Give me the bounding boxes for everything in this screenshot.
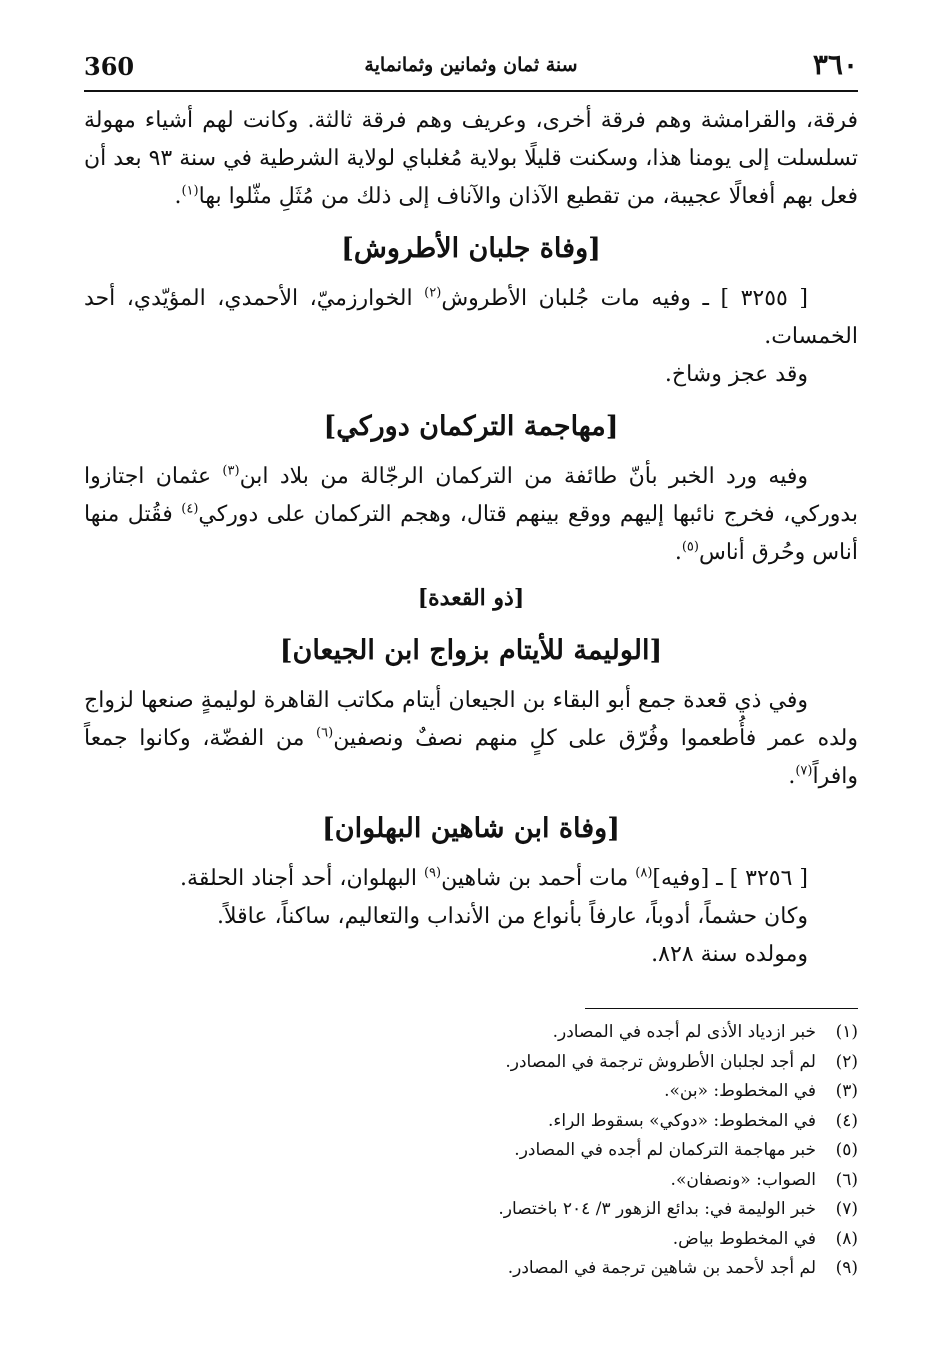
footnote-ref: (٨) [635, 865, 653, 881]
section-heading-jalban-death: [وفاة جلبان الأطروش] [341, 233, 601, 264]
paragraph-feast: وفي ذي قعدة جمع أبو البقاء بن الجيعان أيتام مكاتب القاهرة لوليمةٍ صنعها لزواج ولده عمر فأُطعموا وفُرّق على كلٍ منهم نصفٌ ونصفين$^{(٦)}$ من الفضّة، وكانوا جمعاً وافراً$^{(٧)}$. [84, 688, 858, 789]
footnote-divider [585, 1008, 858, 1009]
footnote-ref: (٩) [423, 865, 442, 881]
footnote-ref: (٤) [181, 501, 199, 517]
footnote-ref: (٧) [795, 763, 813, 779]
footnote-ref: (١) [181, 183, 199, 199]
footnote: (٧) خبر الوليمة في: بدائع الزهور ٣/ ٢٠٤ باختصار. [498, 1199, 858, 1219]
page-number-arabic: ٣٦٠ [812, 48, 858, 81]
footnote: (٨) في المخطوط بياض. [672, 1228, 858, 1249]
footnote-ref: (٢) [424, 285, 442, 301]
section-heading-ibn-shahin-death: [وفاة ابن شاهين البهلوان] [322, 813, 620, 844]
footnotes [84, 1018, 858, 1284]
running-title: سنة ثمان وثمانين وثمانماية [364, 54, 578, 76]
footnote: (٥) خبر مهاجمة التركمان لم أجده في المصادر. [514, 1140, 858, 1160]
biography-entry-line: وكان حشماً، أدوباً، عارفاً بأنواع من الأنداب والتعاليم، ساكناً، عاقلاً. [216, 904, 808, 929]
footnote: (٤) في المخطوط: «دوكي» بسقوط الراء. [547, 1110, 858, 1131]
paragraph-turkmen: وفيه ورد الخبر بأنّ طائفة من التركمان الرجّالة من بلاد ابن$^{(٣)}$ عثمان اجتازوا بدوركي، فخرج نائبها إليهم ووقع بينهم قتال، وهجم التركمان على دوركي$^{(٤)}$ فقُتل منها أناس وحُرق أناس$^{(٥)}$. [84, 463, 859, 565]
biography-entry-3256: [ ٣٢٥٦ ] ـ [وفيه]$^{(٨)}$ مات أحمد بن شاهين$^{(٩)}$ البهلوان، أحد أجناد الحلقة. [180, 865, 808, 891]
main-text [84, 102, 858, 974]
section-heading-orphans-feast: [الوليمة للأيتام بزواج ابن الجيعان] [279, 635, 663, 666]
footnote: (٢) لم أجد لجلبان الأطروش ترجمة في المصادر. [505, 1051, 858, 1072]
footnote-ref: (٣) [222, 463, 240, 479]
paragraph-continuation: فرقة، والقرامشة وهم فرقة أخرى، وعريف وهم فرقة ثالثة. وكانت لهم أشياء مهولة تسلسلت إلى يومنا هذا، وسكنت قليلًا بولاية مُغلباي لولاية الشرطية في سنة ٩٣ بعد أن فعل بهم أفعالًا عجيبة، من تقطيع الآذان والآناف إلى ذلك من مُثَلِ مثّلوا بها$^{(١)}$. [84, 108, 858, 209]
footnote: (٦) الصواب: «ونصفان». [670, 1169, 858, 1190]
footnote: (١) خبر ازدياد الأذى لم أجده في المصادر. [552, 1022, 858, 1042]
page-number-latin: 360 [84, 52, 135, 81]
biography-entry-line: وقد عجز وشاخ. [664, 362, 808, 387]
month-heading: [ذو القعدة] [417, 585, 525, 611]
page-header [84, 48, 858, 88]
section-heading-turkmen-attack: [مهاجمة التركمان دوركي] [323, 411, 619, 442]
biography-entry-line: ومولده سنة ٨٢٨. [651, 942, 808, 967]
footnote-ref: (٦) [316, 725, 334, 741]
footnote: (٩) لم أجد لأحمد بن شاهين ترجمة في المصادر. [507, 1258, 858, 1278]
header-divider [84, 90, 858, 92]
biography-entry-3255: [ ٣٢٥٥ ] ـ وفيه مات جُلبان الأطروش$^{(٢)}$ الخوارزميّ، الأحمدي، المؤيّدي، أحد الخمسات. [84, 285, 858, 349]
footnote: (٣) في المخطوط: «بن». [664, 1081, 858, 1101]
footnote-ref: (٥) [681, 539, 699, 555]
